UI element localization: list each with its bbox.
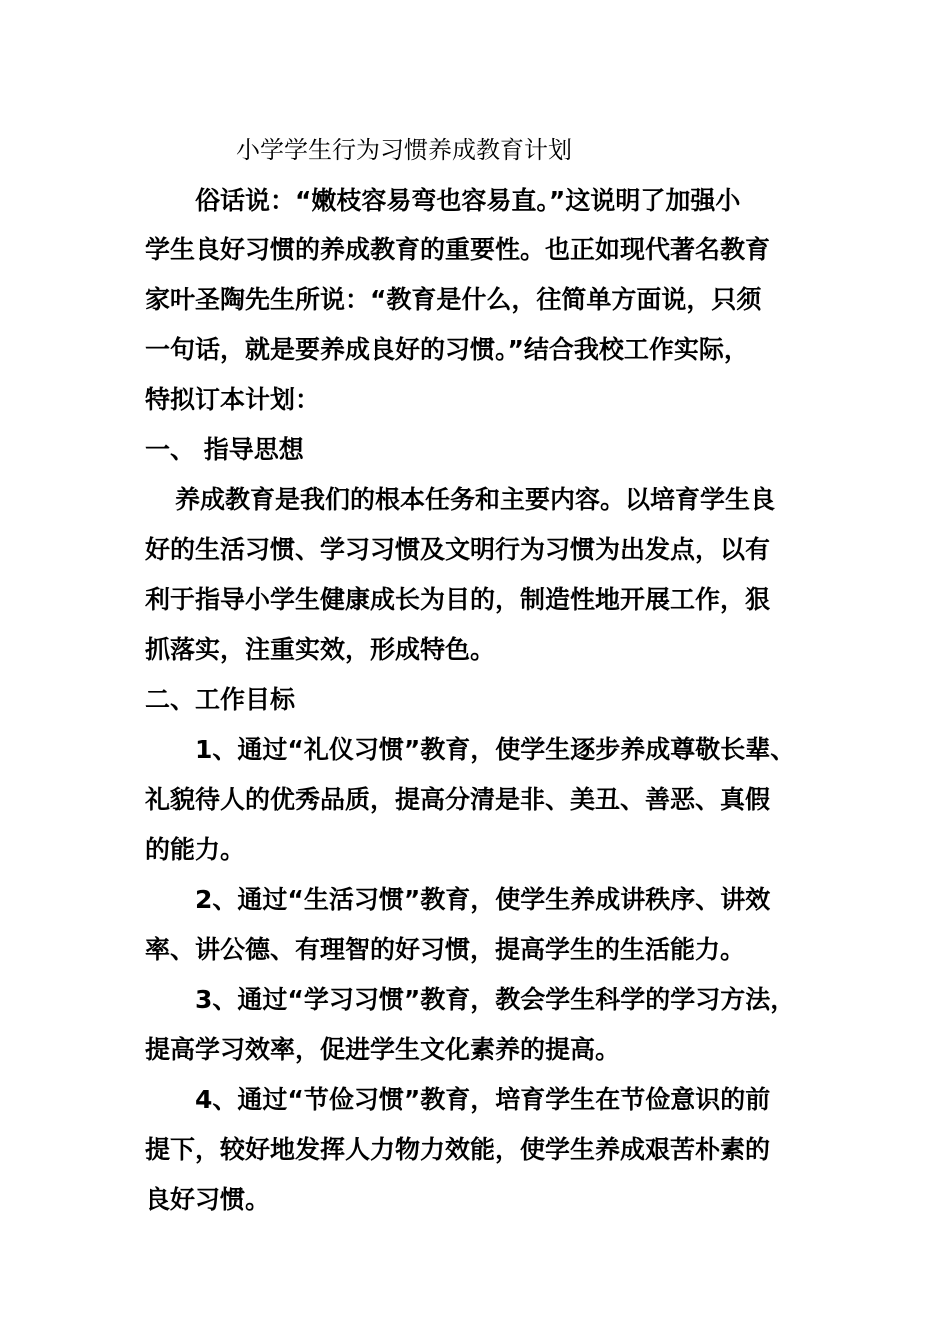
intro-line: 家叶圣陶先生所说：“教育是什么，往简单方面说，只须	[145, 285, 762, 314]
goal-item-line: 4、通过“节俭习惯”教育，培育学生在节俭意识的前	[195, 1085, 771, 1114]
paragraph-line: 利于指导小学生健康成长为目的，制造性地开展工作，狠	[145, 585, 771, 614]
paragraph-line: 养成教育是我们的根本任务和主要内容。以培育学生良	[175, 485, 776, 514]
goal-item-line: 提高学习效率，促进学生文化素养的提高。	[145, 1035, 621, 1064]
goal-item-line: 良好习惯。	[145, 1185, 271, 1214]
paragraph-line: 抓落实，注重实效，形成特色。	[145, 635, 496, 664]
goal-item-line: 3、通过“学习习惯”教育，教会学生科学的学习方法，	[195, 985, 796, 1014]
intro-line: 一句话，就是要养成良好的习惯。”结合我校工作实际，	[145, 335, 749, 364]
goal-item-line: 提下，较好地发挥人力物力效能，使学生养成艰苦朴素的	[145, 1135, 771, 1164]
goal-item-line: 率、讲公德、有理智的好习惯，提高学生的生活能力。	[145, 935, 746, 964]
paragraph-line: 好的生活习惯、学习习惯及文明行为习惯为出发点，以有	[145, 535, 771, 564]
goal-item-line: 礼貌待人的优秀品质，提高分清是非、美丑、善恶、真假	[145, 785, 771, 814]
goal-item-line: 1、通过“礼仪习惯”教育，使学生逐步养成尊敬长辈、	[195, 735, 796, 764]
goal-item-line: 的能力。	[145, 835, 246, 864]
goal-item-line: 2、通过“生活习惯”教育，使学生养成讲秩序、讲效	[195, 885, 771, 914]
section-heading-guiding-ideology: 一、 指导思想	[145, 435, 304, 464]
section-heading-work-goals: 二、工作目标	[145, 685, 296, 714]
intro-line: 学生良好习惯的养成教育的重要性。也正如现代著名教育	[145, 235, 771, 264]
intro-line: 俗话说：“嫩枝容易弯也容易直。”这说明了加强小	[195, 186, 741, 215]
document-title: 小学学生行为习惯养成教育计划	[236, 136, 572, 164]
intro-line: 特拟订本计划：	[145, 385, 321, 414]
